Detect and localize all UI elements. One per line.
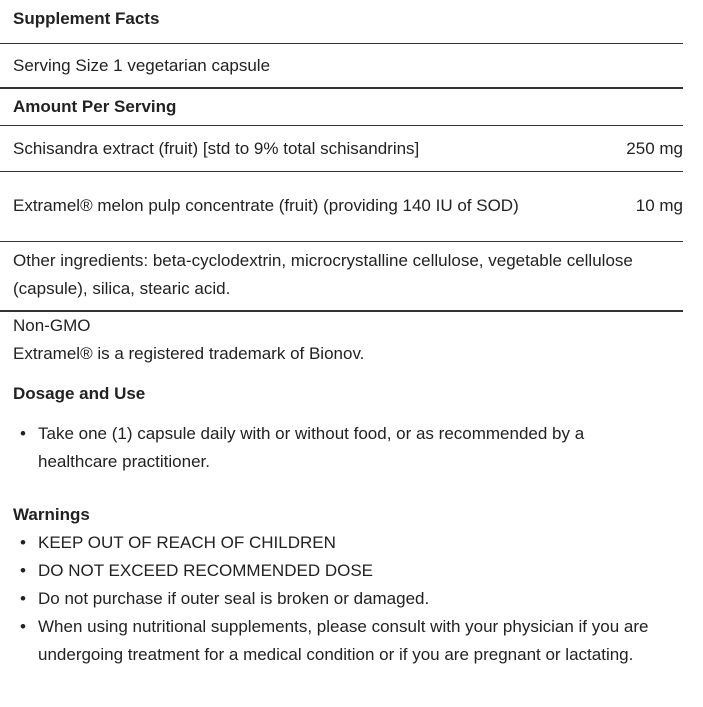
divider — [0, 43, 683, 44]
trademark-note: Extramel® is a registered trademark of Bionov. — [13, 344, 365, 363]
non-gmo-note: Non-GMO — [13, 316, 91, 335]
warnings-list — [13, 529, 683, 669]
ingredient-amount: 10 mg — [635, 195, 683, 215]
serving-size: Serving Size 1 vegetarian capsule — [13, 56, 271, 75]
divider — [0, 171, 683, 172]
supplement-facts-title: Supplement Facts — [13, 9, 160, 28]
divider-thick — [0, 87, 683, 89]
dosage-title: Dosage and Use — [13, 384, 146, 403]
amount-per-serving-header: Amount Per Serving — [13, 97, 177, 116]
list-item: • Take one (1) capsule daily with or without food, or as recommended by a healthcare practitioner. — [13, 420, 663, 476]
ingredient-row — [13, 135, 683, 163]
list-item: • Do not purchase if outer seal is broken or damaged. — [13, 585, 683, 613]
warnings-title: Warnings — [13, 505, 90, 524]
list-item: • When using nutritional supplements, please consult with your physician if you are undergoing treatment for a medical condition or if you are pregnant or lactating. — [13, 613, 683, 669]
divider — [0, 125, 683, 126]
other-ingredients: Other ingredients: beta-cyclodextrin, microcrystalline cellulose, vegetable cellulose (capsule), silica, stearic acid. — [13, 251, 633, 298]
ingredient-amount: 250 mg — [626, 139, 683, 158]
list-item: • KEEP OUT OF REACH OF CHILDREN — [13, 529, 683, 557]
ingredient-name: Extramel® melon pulp concentrate (fruit) (providing 140 IU of SOD) — [13, 195, 519, 215]
dosage-list — [13, 420, 663, 476]
divider — [0, 241, 683, 242]
list-item: • DO NOT EXCEED RECOMMENDED DOSE — [13, 557, 683, 585]
ingredient-name: Schisandra extract (fruit) [std to 9% total schisandrins] — [13, 139, 420, 158]
ingredient-row — [13, 177, 683, 234]
